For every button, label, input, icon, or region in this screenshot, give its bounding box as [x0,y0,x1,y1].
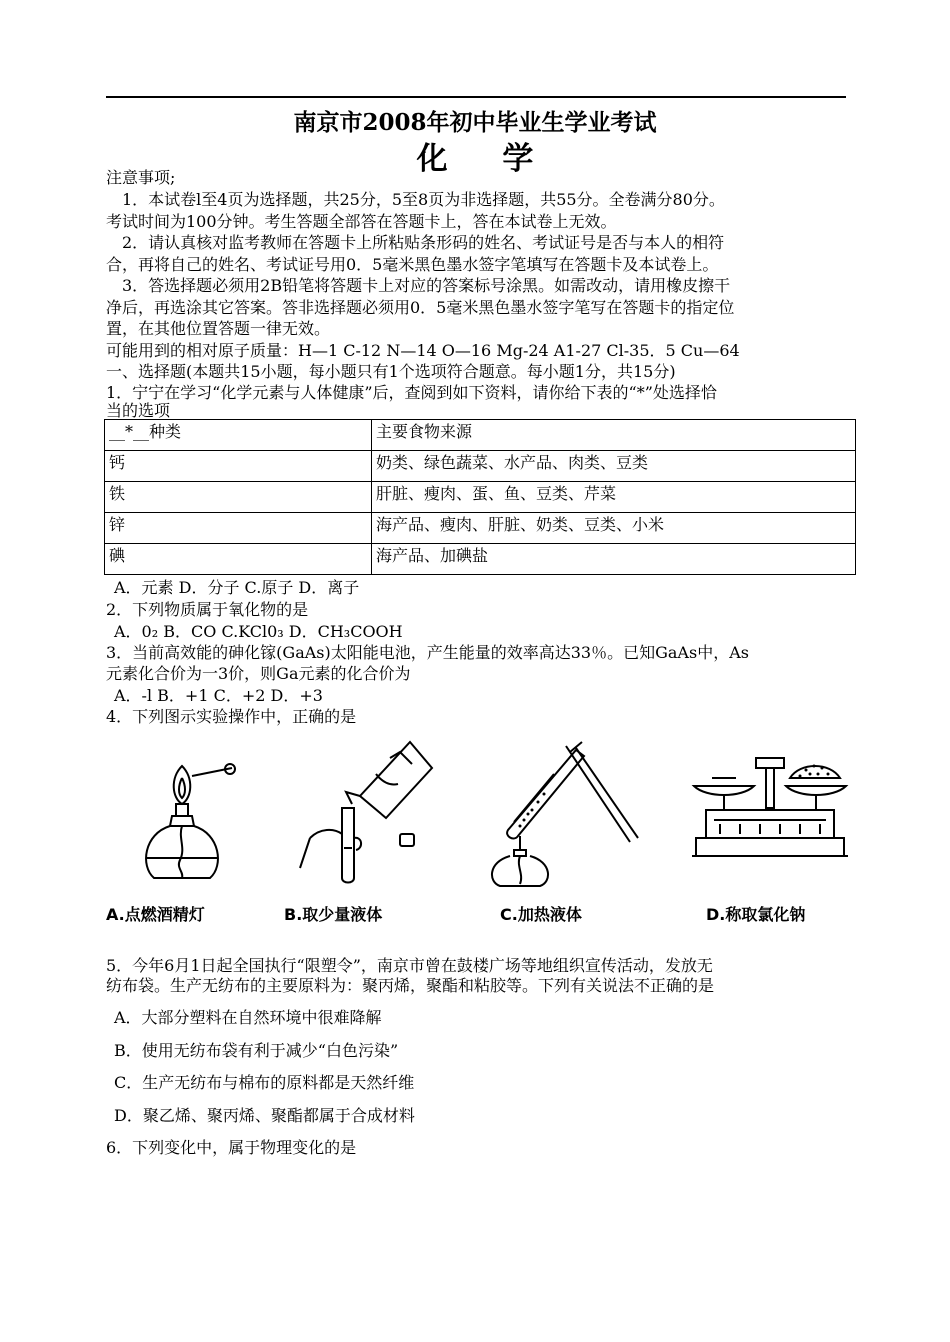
figure-caption-c: C.加热液体 [500,905,582,924]
question-3-options: A．-l B．+1 C．+2 D．+3 [114,686,323,705]
table-header-cell: __*__种类 [105,420,372,451]
balance-figure [690,738,850,888]
element-table [104,419,856,575]
table-cell: 肝脏、瘦肉、蛋、鱼、豆类、芹菜 [372,482,856,513]
question-5-option: B．使用无纺布袋有利于减少“白色污染” [114,1041,399,1060]
figure-caption-a: A.点燃酒精灯 [106,905,205,924]
question-4-stem: 4．下列图示实验操作中，正确的是 [106,707,357,726]
notes-heading: 注意事项; [106,168,176,187]
question-2-options: A．0₂ B．CO C.KCl0₃ D．CH₃COOH [114,622,403,641]
table-row [105,513,856,544]
table-cell: 海产品、加碘盐 [372,544,856,575]
question-1-stem: 1．宁宁在学习“化学元素与人体健康”后，查阅到如下资料，请你给下表的“*”处选择恰 [106,383,717,402]
pour-liquid-figure [290,738,440,888]
table-cell: 锌 [105,513,372,544]
figure-caption-d: D.称取氯化钠 [706,905,806,924]
section-heading: 一、选择题(本题共15小题，每小题只有1个选项符合题意。每小题1分，共15分) [106,362,676,381]
figure-caption-b: B.取少量液体 [284,905,383,924]
top-rule [106,96,846,98]
note-line: 3．答选择题必须用2B铅笔将答题卡上对应的答案标号涂黑。如需改动，请用橡皮擦干 [122,276,731,295]
question-1-stem-cont: 当的选项 [106,401,171,420]
exam-title: 南京市2008年初中毕业生学业考试 [293,109,657,136]
question-5-option: D．聚乙烯、聚丙烯、聚酯都属于合成材料 [114,1106,415,1125]
table-cell: 铁 [105,482,372,513]
question-3-stem-cont: 元素化合价为一3价，则Ga元素的化合价为 [106,664,411,683]
atomic-masses: 可能用到的相对原子质量：H—1 C-12 N—14 O—16 Mg-24 A1-27 Cl-35．5 Cu—64 [106,341,740,360]
table-cell: 钙 [105,451,372,482]
note-line: 净后，再选涂其它答案。答非选择题必须用0．5毫米黑色墨水签字笔写在答题卡的指定位 [106,298,735,317]
note-line: 2．请认真核对监考教师在答题卡上所粘贴条形码的姓名、考试证号是否与本人的相符 [122,233,725,252]
note-line: 合，再将自己的姓名、考试证号用0．5毫米黑色墨水签字笔填写在答题卡及本试卷上。 [106,255,719,274]
question-5-option: C．生产无纺布与棉布的原料都是天然纤维 [114,1073,415,1092]
heat-liquid-figure [480,738,650,888]
table-row [105,482,856,513]
table-cell: 海产品、瘦肉、肝脏、奶类、豆类、小米 [372,513,856,544]
table-cell: 奶类、绿色蔬菜、水产品、肉类、豆类 [372,451,856,482]
question-6-stem: 6．下列变化中，属于物理变化的是 [106,1138,357,1157]
question-1-options: A．元素 D．分子 C.原子 D．离子 [114,578,360,597]
question-3-stem: 3．当前高效能的砷化镓(GaAs)太阳能电池，产生能量的效率高达33％。已知GaAs中，As [106,643,749,662]
alcohol-lamp-figure [132,738,242,888]
table-row [105,451,856,482]
table-header-cell: 主要食物来源 [372,420,856,451]
note-line: 1．本试卷l至4页为选择题，共25分，5至8页为非选择题，共55分。全卷满分80分。 [122,190,725,209]
table-cell: 碘 [105,544,372,575]
question-5-stem-cont: 纺布袋。生产无纺布的主要原料为：聚丙烯，聚酯和粘胶等。下列有关说法不正确的是 [106,976,715,995]
question-5-stem: 5．今年6月1日起全国执行“限塑令”，南京市曾在鼓楼广场等地组织宣传活动，发放无 [106,956,713,975]
question-5-option: A．大部分塑料在自然环境中很难降解 [114,1008,382,1027]
question-2-stem: 2．下列物质属于氧化物的是 [106,600,309,619]
table-header-row [105,420,856,451]
table-row [105,544,856,575]
subject-title: 化 学 [416,141,556,177]
note-line: 置，在其他位置答题一律无效。 [106,319,331,338]
note-line: 考试时间为100分钟。考生答题全部答在答题卡上，答在本试卷上无效。 [106,212,617,231]
